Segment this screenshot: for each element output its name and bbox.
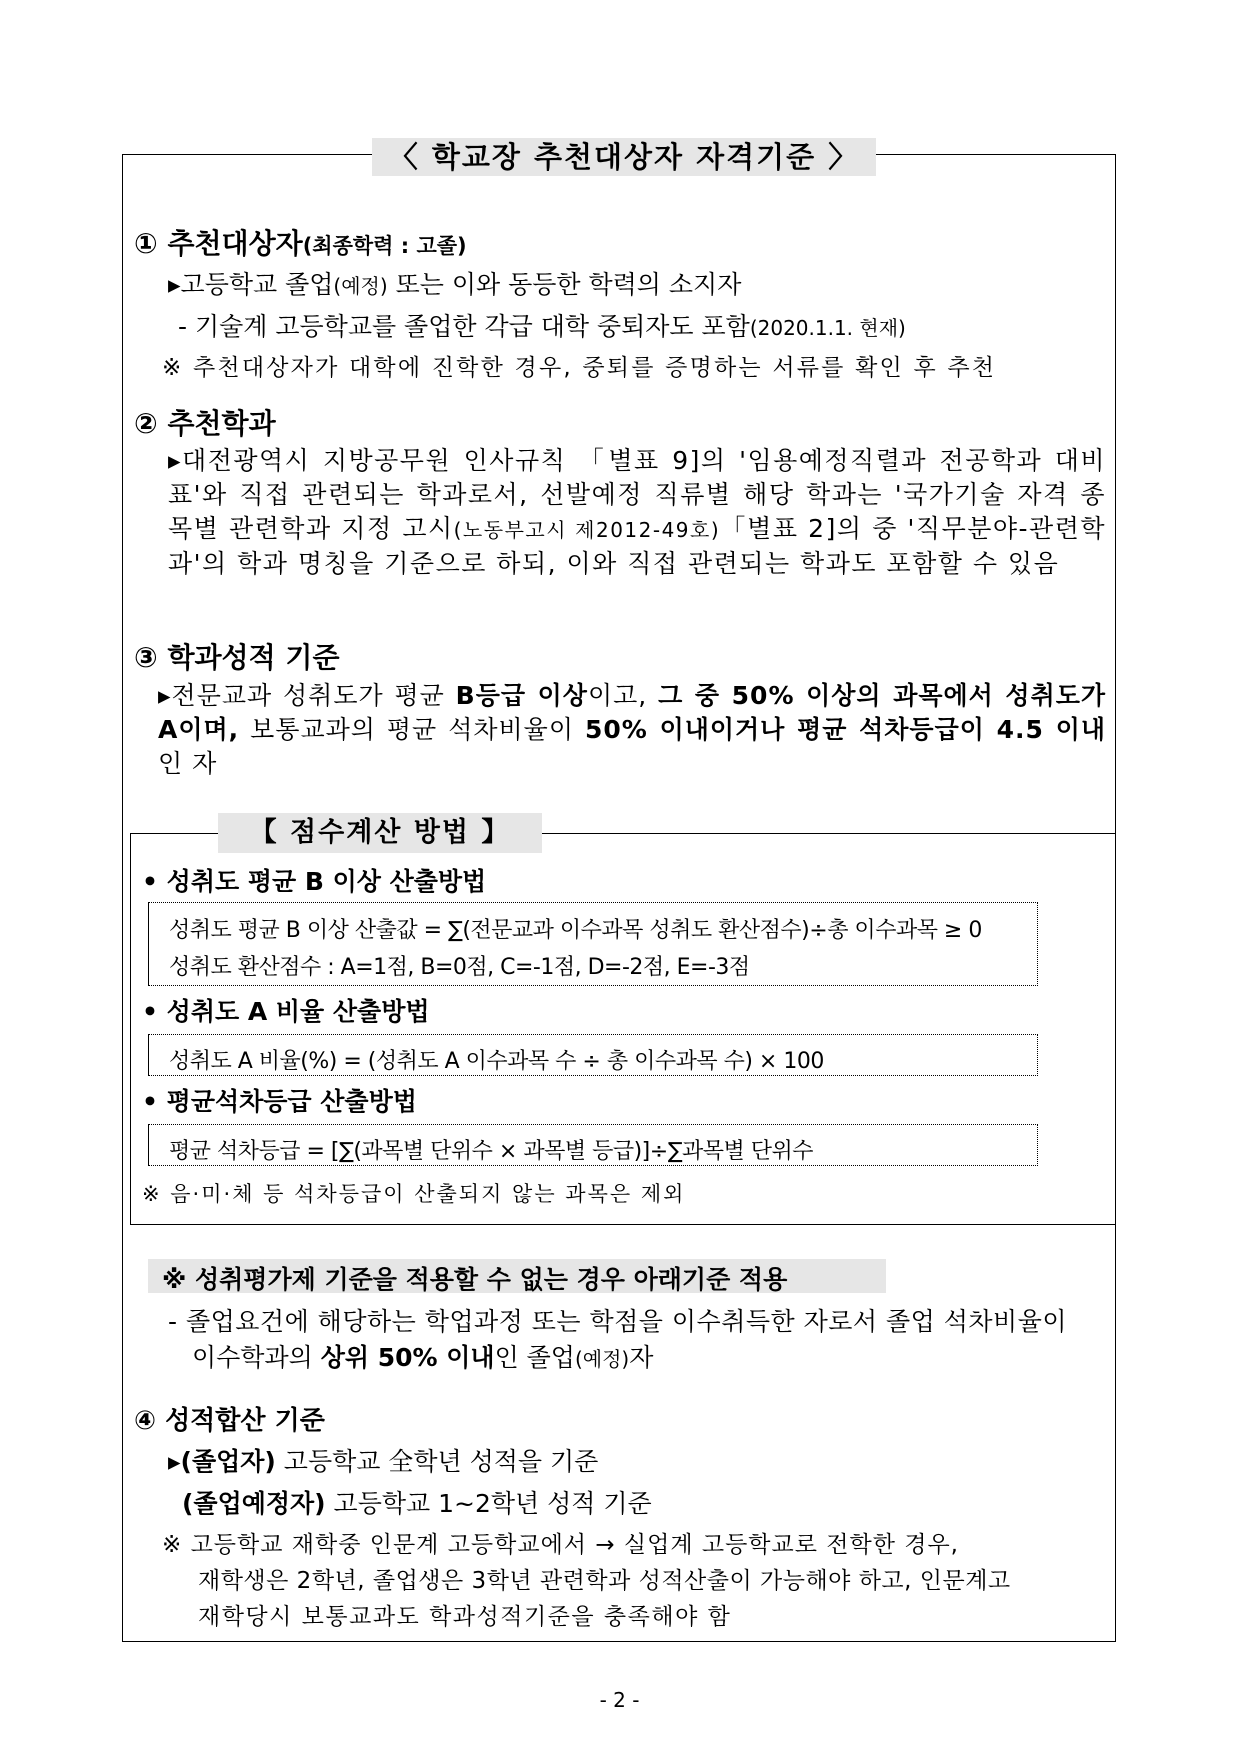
bullet-text-small: (예정) [333, 274, 388, 298]
section1-heading-sub: (최종학력 : 고졸) [302, 234, 467, 258]
section4-line-1 [168, 1442, 598, 1478]
alt-text: 자 [629, 1343, 654, 1372]
section2-paragraph [168, 444, 1106, 581]
formula-box-1 [148, 902, 1038, 986]
section4-note-1: ※ 고등학교 재학중 인문계 고등학교에서 → 실업계 고등학교로 전학한 경우, [162, 1532, 959, 1558]
formula-box-3 [148, 1124, 1038, 1166]
section1-heading [134, 222, 467, 262]
formula-3-line: 평균 석차등급 = [∑(과목별 단위수 × 과목별 등급)]÷∑과목별 단위수 [169, 1139, 814, 1164]
section2-text-a: ▸대전광역시 지방공무원 인사규칙 「별표 9]의 '임용예정직렬과 전공학과 대비표'와 직접 관련되는 학과로서, 선발예정 직류별 해당 학과는 '국가기술 자격 종목별 관련학과 지정 고시 [168, 446, 1106, 543]
section1-note: ※ 추천대상자가 대학에 진학한 경우, 중퇴를 증명하는 서류를 확인 후 추천 [162, 355, 997, 381]
section3-paragraph [158, 679, 1106, 781]
s4-text: 고등학교 全학년 성적을 기준 [275, 1447, 599, 1476]
alt-text: 인 졸업 [494, 1343, 575, 1372]
dash-text: - 기술계 고등학교를 졸업한 각급 대학 중퇴자도 포함 [178, 312, 750, 341]
alt-heading: ※ 성취평가제 기준을 적용할 수 없는 경우 아래기준 적용 [162, 1265, 788, 1294]
bullet-text: ▸고등학교 졸업 [168, 270, 334, 299]
s3-text: 인 자 [158, 749, 218, 778]
s3-text: 보통교과의 평균 석차비율이 [239, 715, 585, 744]
section2-text-b: (노동부고시 제2012-49호) [453, 518, 721, 542]
alt-bold: 상위 50% 이내 [320, 1343, 495, 1372]
section4-line-2 [182, 1484, 652, 1520]
alt-text-small: (예정) [574, 1347, 630, 1371]
s3-text: ▸전문교과 성취도가 평균 [158, 681, 456, 710]
s4-bold: (졸업예정자) [182, 1489, 326, 1518]
page-number: - 2 - [599, 1688, 640, 1712]
section1-dash [178, 307, 906, 343]
formula-2-line: 성취도 A 비율(%) = (성취도 A 이수과목 수 ÷ 총 이수과목 수) × 100 [169, 1049, 824, 1074]
page-title: 〈 학교장 추천대상자 자격기준 〉 [372, 138, 876, 176]
score-heading-1: • 성취도 평균 B 이상 산출방법 [142, 867, 487, 896]
alt-line-2 [192, 1338, 653, 1374]
formula-1-line-2: 성취도 환산점수 : A=1점, B=0점, C=-1점, D=-2점, E=-3점 [169, 955, 750, 980]
bullet-text-rest: 또는 이와 동등한 학력의 소지자 [387, 270, 742, 299]
alt-line-1: - 졸업요건에 해당하는 학업과정 또는 학점을 이수취득한 자로서 졸업 석차비율이 [168, 1307, 1067, 1336]
score-note: ※ 음·미·체 등 석차등급이 산출되지 않는 과목은 제외 [142, 1182, 686, 1206]
s4-text: 고등학교 1~2학년 성적 기준 [325, 1489, 652, 1518]
s4-bold: ▸(졸업자) [168, 1447, 276, 1476]
score-heading-3: • 평균석차등급 산출방법 [142, 1087, 417, 1116]
s3-bold: 50% 이내이거나 평균 석차등급이 4.5 이내 [584, 715, 1106, 744]
section2-text-c: 「별표 2]의 중 '직무분야-관련학과'의 학과 명칭을 기준으로 하되, 이와 직접 관련되는 학과도 포함할 수 있음 [168, 514, 1106, 578]
section1-bullet [168, 265, 741, 301]
dash-text-small: (2020.1.1. 현재) [749, 316, 906, 340]
section2-heading: ② 추천학과 [134, 407, 276, 440]
formula-1-line-1: 성취도 평균 B 이상 산출값 = ∑(전문교과 이수과목 성취도 환산점수)÷총 이수과목 ≥ 0 [169, 918, 982, 943]
section4-note-3: 재학당시 보통교과도 학과성적기준을 충족해야 함 [198, 1604, 732, 1630]
s3-bold: B등급 이상 [455, 681, 588, 710]
score-heading-2: • 성취도 A 비율 산출방법 [142, 997, 430, 1026]
section3-heading: ③ 학과성적 기준 [134, 641, 340, 674]
section4-note-2: 재학생은 2학년, 졸업생은 3학년 관련학과 성적산출이 가능해야 하고, 인문계고 [198, 1568, 1011, 1594]
section4-heading: ④ 성적합산 기준 [134, 1406, 325, 1436]
section1-heading-text: ① 추천대상자 [134, 227, 303, 260]
s3-bold: 그 중 50% 이상의 과목에서 성취도가 A이며, [158, 681, 1107, 744]
alt-text: 이수학과의 [192, 1343, 321, 1372]
s3-text: 이고, [587, 681, 659, 710]
formula-box-2 [148, 1034, 1038, 1076]
score-calc-title: 【 점수계산 방법 】 [218, 813, 542, 853]
